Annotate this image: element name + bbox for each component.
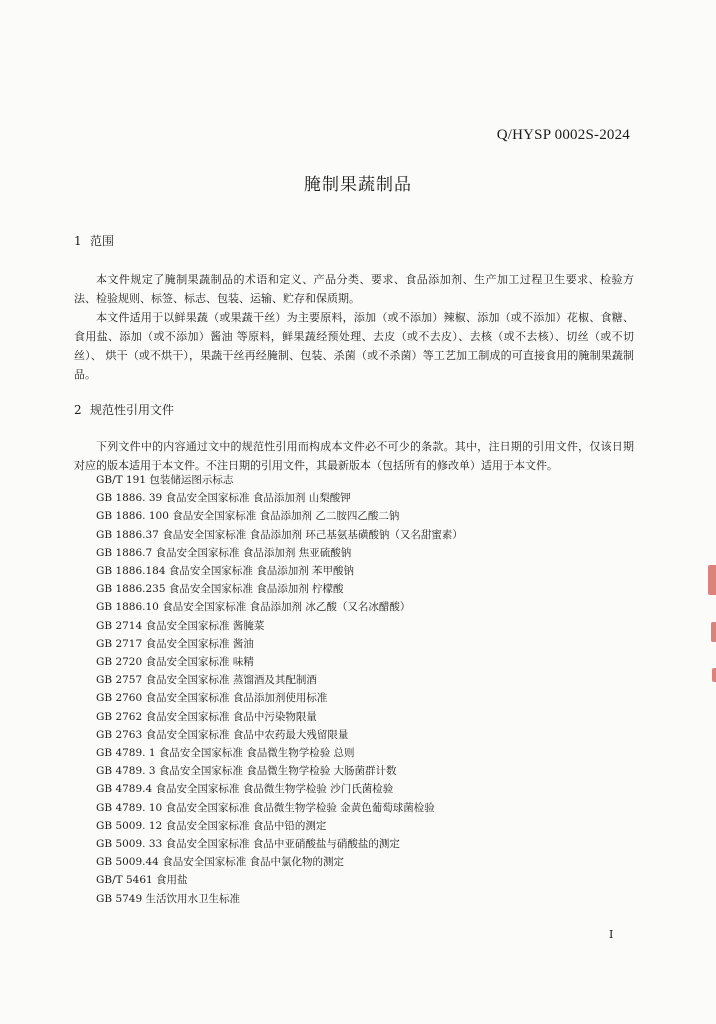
reference-item: GB 4789. 3 食品安全国家标准 食品微生物学检验 大肠菌群计数 — [96, 765, 397, 778]
reference-item: GB 1886.184 食品安全国家标准 食品添加剂 苯甲酸钠 — [96, 565, 355, 578]
seal-stamp-fragment — [711, 622, 716, 642]
reference-item: GB 1886.235 食品安全国家标准 食品添加剂 柠檬酸 — [96, 583, 344, 596]
section-title: 规范性引用文件 — [90, 403, 175, 417]
reference-item: GB 2757 食品安全国家标准 蒸馏酒及其配制酒 — [96, 674, 317, 687]
scope-paragraph-2: 本文件适用于以鲜果蔬（或果蔬干丝）为主要原料，添加（或不添加）辣椒、添加（或不添加）花椒、食糖、食用盐、添加（或不添加）酱油 等原料，鲜果蔬经预处理、去皮（或不去皮）、去核（或不去核）、切丝（或不切丝）、 烘干（或不烘干），果蔬干丝再经腌制、包装、杀菌（或不杀菌）等工艺加工制成的可直接食用的腌制果蔬制品。 — [74, 311, 634, 381]
reference-item: GB 2720 食品安全国家标准 味精 — [96, 656, 254, 669]
reference-item: GB 1886. 100 食品安全国家标准 食品添加剂 乙二胺四乙酸二钠 — [96, 510, 400, 523]
reference-item: GB 2760 食品安全国家标准 食品添加剂使用标准 — [96, 692, 328, 705]
reference-item: GB 2717 食品安全国家标准 酱油 — [96, 637, 254, 650]
document-code: Q/HYSP 0002S-2024 — [496, 127, 630, 143]
seal-stamp-fragment — [712, 668, 716, 682]
reference-item: GB 1886.7 食品安全国家标准 食品添加剂 焦亚硫酸钠 — [96, 546, 352, 559]
scope-paragraph-1: 本文件规定了腌制果蔬制品的术语和定义、产品分类、要求、食品添加剂、生产加工过程卫生要求、检验方法、检验规则、标签、标志、包装、运输、贮存和保质期。 — [74, 273, 634, 305]
reference-item: GB 1886. 39 食品安全国家标准 食品添加剂 山梨酸钾 — [96, 492, 351, 505]
references-intro-paragraph: 下列文件中的内容通过文中的规范性引用而构成本文件必不可少的条款。其中，注日期的引用文件，仅该日期对应的版本适用于本文件。不注日期的引用文件，其最新版本（包括所有的修改单）适用于本文件。 — [74, 440, 634, 472]
section-title: 范围 — [90, 234, 115, 248]
reference-item: GB 2714 食品安全国家标准 酱腌菜 — [96, 619, 265, 632]
reference-item: GB 1886.10 食品安全国家标准 食品添加剂 冰乙酸（又名冰醋酸） — [96, 601, 411, 614]
reference-item: GB 5009. 33 食品安全国家标准 食品中亚硝酸盐与硝酸盐的测定 — [96, 838, 400, 851]
section-heading-scope — [74, 232, 114, 249]
seal-stamp-fragment — [708, 565, 716, 595]
section-number: 1 — [74, 234, 82, 248]
reference-item: GB 2762 食品安全国家标准 食品中污染物限量 — [96, 710, 317, 723]
reference-item: GB 5009. 12 食品安全国家标准 食品中铅的测定 — [96, 819, 327, 832]
reference-item: GB 5009.44 食品安全国家标准 食品中氯化物的测定 — [96, 856, 345, 869]
reference-item: GB/T 5461 食用盐 — [96, 874, 188, 887]
document-title: 腌制果蔬制品 — [304, 175, 412, 195]
page-number: I — [609, 928, 614, 941]
reference-item: GB/T 191 包装储运图示标志 — [96, 474, 234, 486]
reference-item: GB 4789.4 食品安全国家标准 食品微生物学检验 沙门氏菌检验 — [96, 783, 394, 796]
reference-item: GB 4789. 10 食品安全国家标准 食品微生物学检验 金黄色葡萄球菌检验 — [96, 801, 435, 814]
section-number: 2 — [74, 403, 82, 417]
reference-list — [96, 471, 656, 908]
reference-item: GB 1886.37 食品安全国家标准 食品添加剂 环己基氨基磺酸钠（又名甜蜜素） — [96, 528, 463, 541]
reference-item: GB 2763 食品安全国家标准 食品中农药最大残留限量 — [96, 728, 349, 741]
reference-item: GB 5749 生活饮用水卫生标准 — [96, 892, 241, 905]
section-heading-normative-references — [74, 401, 174, 418]
reference-item: GB 4789. 1 食品安全国家标准 食品微生物学检验 总则 — [96, 747, 355, 760]
